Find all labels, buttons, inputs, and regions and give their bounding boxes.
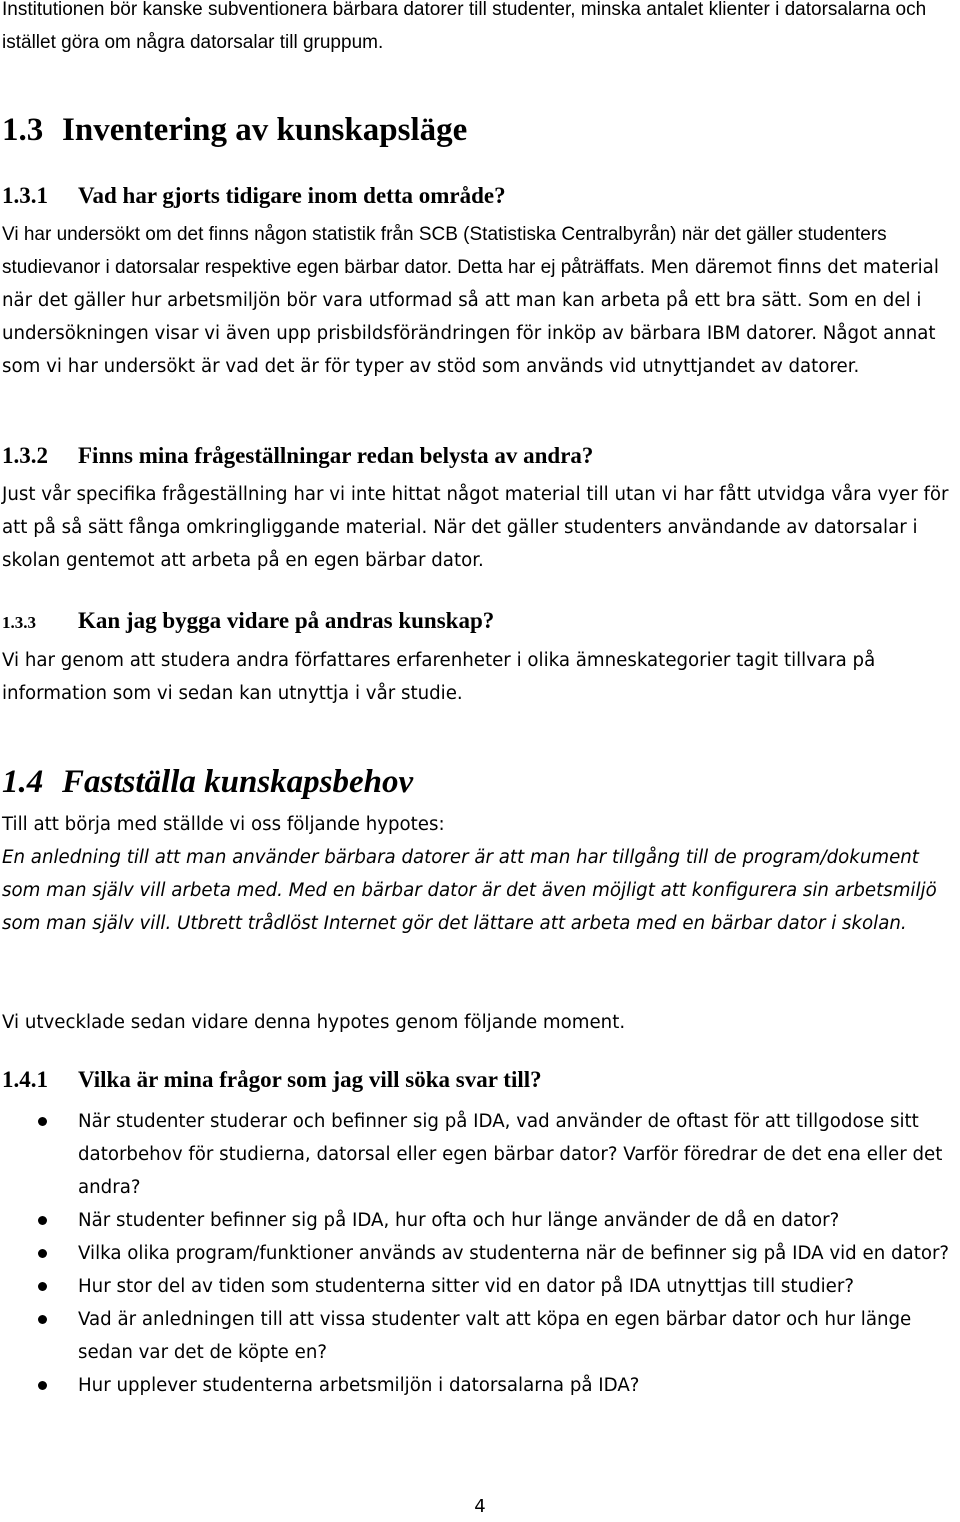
intro-paragraph: Institutionen bör kanske subventionera bärbara datorer till studenter, minska antalet klienter i datorsalarna och istället göra om några datorsalar till gruppum. (2, 0, 927, 53)
section-number: 1.3.3 (2, 613, 36, 632)
section-title: Vad har gjorts tidigare inom detta område? (78, 183, 506, 208)
section-title: Vilka är mina frågor som jag vill söka svar till? (78, 1067, 542, 1092)
bullet-icon (38, 1315, 47, 1324)
list-item (0, 1204, 960, 1237)
section-heading-1-3-2 (2, 440, 958, 472)
list-item (0, 1237, 960, 1270)
paragraph-build-on-knowledge: Vi har genom att studera andra författares erfarenheter i olika ämneskategorier tagit tillvara på information som vi sedan kan utnyttja i vår studie. (2, 650, 876, 704)
section-heading-1-3 (2, 110, 958, 150)
section-number: 1.4 (2, 764, 44, 800)
hypothesis-lead: Till att börja med ställde vi oss följande hypotes: (2, 814, 445, 835)
section-heading-1-3-1 (2, 180, 958, 212)
section-title: Finns mina frågeställningar redan belysta av andra? (78, 443, 594, 468)
bullet-icon (38, 1381, 47, 1390)
section-number: 1.3 (2, 112, 44, 148)
question-text: Vad är anledningen till att vissa studenter valt att köpa en egen bärbar dator och hur länge sedan var det de köpte en? (78, 1309, 912, 1363)
list-item (0, 1270, 960, 1303)
page-number: 4 (474, 1496, 486, 1517)
bullet-icon (38, 1249, 47, 1258)
question-list (0, 1105, 960, 1402)
section-heading-1-4 (2, 762, 958, 802)
question-text: När studenter befinner sig på IDA, hur ofta och hur länge använder de då en dator? (78, 1210, 840, 1231)
paragraph-previous-work (2, 218, 958, 383)
section-title: Fastställa kunskapsbehov (62, 764, 414, 800)
list-item (0, 1105, 960, 1204)
question-text: Hur stor del av tiden som studenterna sitter vid en dator på IDA utnyttjas till studier? (78, 1276, 854, 1297)
question-text: Hur upplever studenterna arbetsmiljön i datorsalarna på IDA? (78, 1375, 640, 1396)
list-item (0, 1369, 960, 1402)
section-title: Inventering av kunskapsläge (62, 112, 468, 148)
section-title: Kan jag bygga vidare på andras kunskap? (78, 608, 495, 633)
question-text: När studenter studerar och befinner sig på IDA, vad använder de oftast för att tillgodose sitt datorbehov för studierna, datorsal eller egen bärbar dator? Varför föredrar de det ena eller det andra? (78, 1111, 943, 1198)
section-number: 1.4.1 (2, 1067, 48, 1092)
section-heading-1-4-1 (2, 1064, 958, 1096)
section-number: 1.3.1 (2, 183, 48, 208)
bullet-icon (38, 1117, 47, 1126)
question-text: Vilka olika program/funktioner används av studenterna när de befinner sig på IDA vid en dator? (78, 1243, 950, 1264)
hypothesis-text: En anledning till att man använder bärbara datorer är att man har tillgång till de program/dokument som man själv vill arbeta med. Med en bärbar dator är det även möjligt att konfigurera sin arbetsmiljö som man själv vill. Utbrett trådlöst Internet gör det lättare att arbeta med en bärbar dator i skolan. (2, 847, 937, 934)
list-item (0, 1303, 960, 1369)
paragraph-existing-research: Just vår specifika frågeställning har vi inte hittat något material till utan vi har fått utvidga våra vyer för att på så sätt fånga omkringliggande material. När det gäller studenters användande av datorsalar i skolan gentemot att arbeta på en egen bärbar dator. (2, 484, 949, 571)
body-text-part: Men däremot finns det material när det gäller hur arbetsmiljön bör vara utformad så att man kan arbeta på ett bra sätt. Som en del i undersökningen visar vi även upp prisbildsförändringen för inköp av bärbara IBM datorer. Något annat som vi har undersökt är vad det är för typer av stöd som används vid utnyttjandet av datorer. (2, 257, 939, 377)
bullet-icon (38, 1282, 47, 1291)
section-heading-1-3-3 (2, 605, 958, 639)
bullet-icon (38, 1216, 47, 1225)
section-number: 1.3.2 (2, 443, 48, 468)
hypothesis-followup: Vi utvecklade sedan vidare denna hypotes genom följande moment. (2, 1012, 626, 1033)
body-text-part: Vi har undersökt om det finns någon statistik från SCB (Statistiska Centralbyrån) när det gäller studenters studievanor i datorsalar respektive egen bärbar dator. Detta har ej påträffats. (2, 224, 887, 278)
